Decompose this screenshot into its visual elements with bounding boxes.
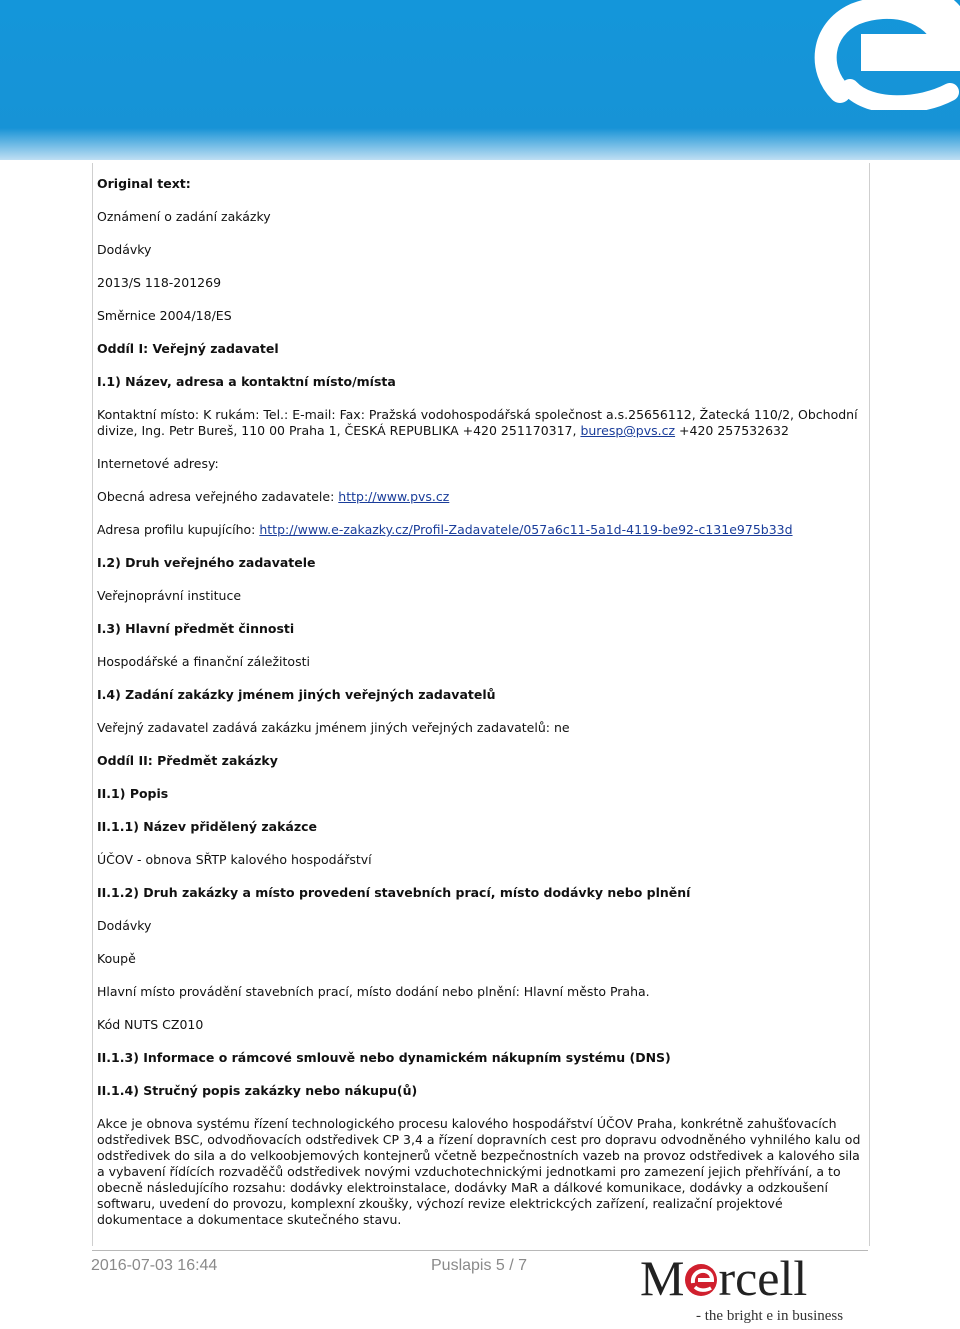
section-heading: I.4) Zadání zakázky jménem jiných veřejných zadavatelů [97, 687, 496, 702]
section-text: Hlavní místo provádění stavebních prací, místo dodání nebo plnění: Hlavní město Praha. [97, 984, 650, 999]
logo-word-start: M [640, 1250, 685, 1306]
footer-datetime: 2016-07-03 16:44 [91, 1257, 218, 1274]
section-text: Veřejnoprávní instituce [97, 588, 242, 603]
section-heading: I.3) Hlavní předmět činnosti [97, 621, 295, 636]
contact-email-link[interactable]: buresp@pvs.cz [580, 423, 676, 438]
logo-e-icon [684, 1263, 718, 1297]
section-text: Koupě [97, 951, 136, 966]
buyer-profile-row [97, 522, 867, 538]
contract-type: Dodávky [97, 242, 152, 257]
general-address-label: Obecná adresa veřejného zadavatele: [97, 489, 339, 504]
brand-e-logo-icon [810, 0, 960, 110]
marcell-logo [640, 1252, 870, 1329]
original-text-heading: Original text: [97, 176, 191, 191]
buyer-profile-label: Adresa profilu kupujícího: [97, 522, 260, 537]
notice-number: 2013/S 118-201269 [97, 275, 222, 290]
section-text: Veřejný zadavatel zadává zakázku jménem jiných veřejných zadavatelů: ne [97, 720, 570, 735]
section-heading: II.1) Popis [97, 786, 169, 801]
section-text: Dodávky [97, 918, 152, 933]
contact-paragraph [97, 407, 867, 439]
section-heading: II.1.1) Název přidělený zakázce [97, 819, 318, 834]
notice-type: Oznámení o zadání zakázky [97, 209, 271, 224]
header-banner [0, 0, 960, 160]
description-paragraph: Akce je obnova systému řízení technologického procesu kalového hospodářství ÚČOV Praha, konkrétně zahušťovacích odstředivek BSC, odvodňovacích odstředivek CP 3,4 a řízení dopravních cest pro dopravu odvodněného vyhnilého kalu od odstředivek do sila a do velkoobjemových kontejnerů včetně bezpečnostních vazeb na provoz odstředivek a kalového sila a vybavení řídících rozvaděčů odstředivek novými vzduchotechnickými jednotkami pro zamezení jejich přehřívání, a to obecně následujícího rozsahu: dodávky elektroinstalace, dodávky MaR a dálkové komunikace, dodávky a odzkoušení softwaru, uvedení do provozu, komplexní zkoušky, výchozí revize elektrickcých zařízení, realizační projektové dokumentace a dokumentace skutečného stavu. [97, 1116, 861, 1227]
buyer-profile-link[interactable]: http://www.e-zakazky.cz/Profil-Zadavatele/057a6c11-5a1d-4119-be92-c131e975b33d [259, 522, 793, 537]
section-heading: Oddíl II: Předmět zakázky [97, 753, 278, 768]
section-heading: Oddíl I: Veřejný zadavatel [97, 341, 279, 356]
section-heading: II.1.3) Informace o rámcové smlouvě nebo dynamickém nákupním systému (DNS) [97, 1050, 671, 1065]
directive: Směrnice 2004/18/ES [97, 308, 232, 323]
contact-text: Kontaktní místo: K rukám: Tel.: E-mail: Fax: Pražská vodohospodářská společnost a.s.25656112, Žatecká 110/2, Obchodní divize, Ing. Petr Bureš, 110 00 Praha 1, ČESKÁ REPUBLIKA +420 251170317, [97, 407, 858, 438]
section-text: Kód NUTS CZ010 [97, 1017, 204, 1032]
logo-tagline: - the bright e in business [696, 1308, 844, 1324]
internet-addresses-heading: Internetové adresy: [97, 456, 219, 471]
general-address-link[interactable]: http://www.pvs.cz [338, 489, 450, 504]
section-text: ÚČOV - obnova SŘTP kalového hospodářství [97, 852, 372, 867]
section-heading: I.1) Název, adresa a kontaktní místo/místa [97, 374, 396, 389]
section-text: Hospodářské a finanční záležitosti [97, 654, 310, 669]
logo-word-end: rcell [718, 1250, 808, 1306]
footer-page-number: Puslapis 5 / 7 [431, 1257, 528, 1274]
section-heading: II.1.2) Druh zakázky a místo provedení stavebních prací, místo dodávky nebo plnění [97, 885, 691, 900]
general-address-row [97, 489, 867, 505]
contact-fax: +420 257532632 [675, 423, 789, 438]
logo-wordmark [640, 1250, 807, 1306]
document-body [97, 176, 867, 1245]
section-heading: I.2) Druh veřejného zadavatele [97, 555, 316, 570]
section-heading: II.1.4) Stručný popis zakázky nebo nákupu(ů) [97, 1083, 418, 1098]
